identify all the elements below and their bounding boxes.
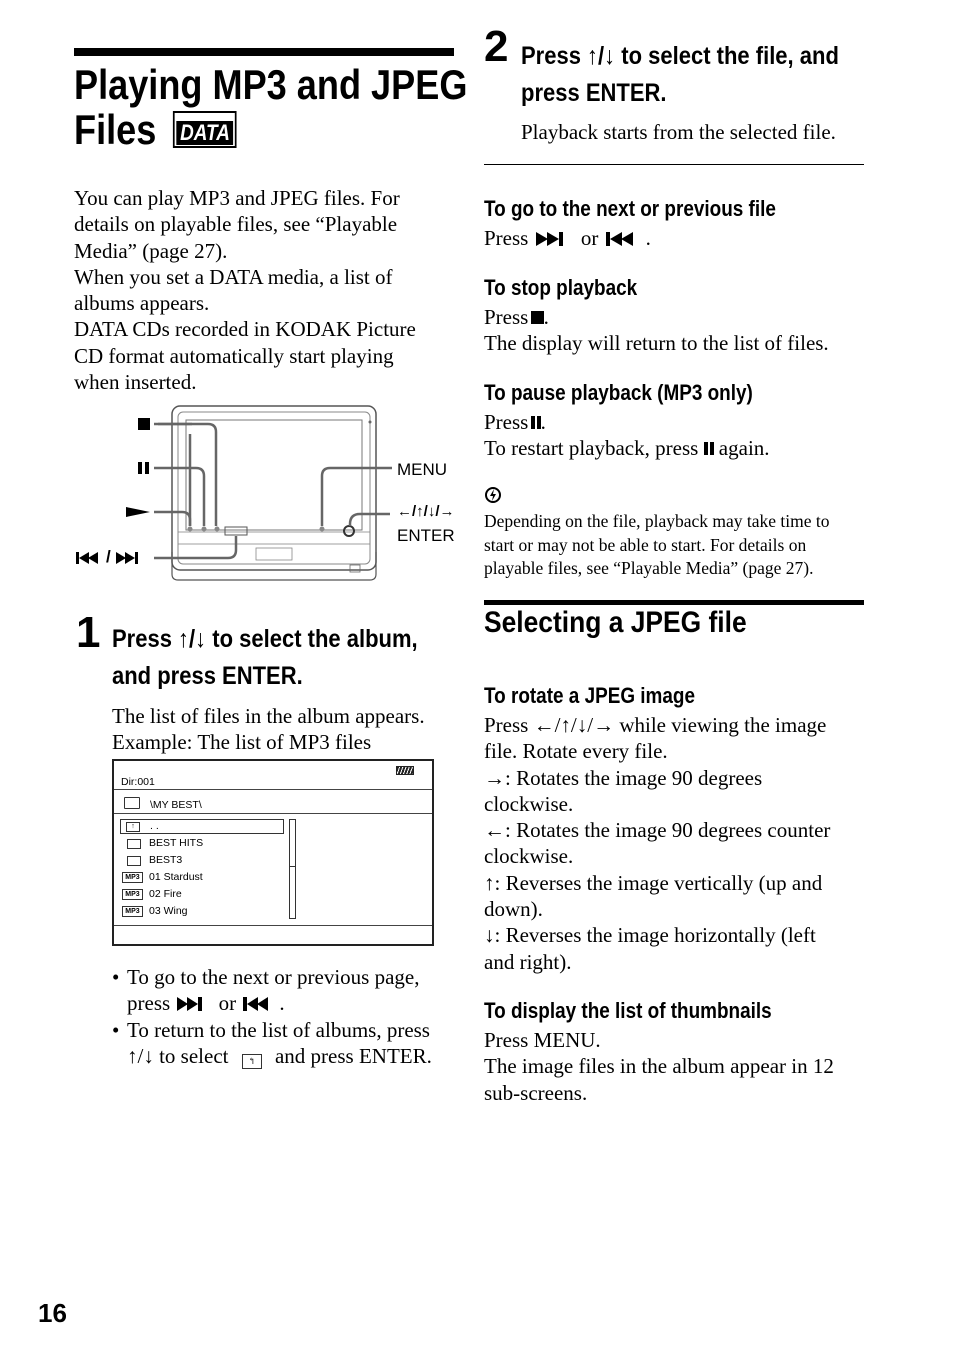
list-item[interactable]: ↑ . .: [122, 819, 282, 834]
prev-icon: [76, 552, 98, 564]
folder-up-icon: ↑: [126, 822, 140, 832]
data-badge: DATA: [173, 111, 237, 148]
step2-number: 2: [484, 22, 509, 71]
next-prev-body: Press or .: [484, 226, 651, 250]
thumbnails-heading: To display the list of thumbnails: [484, 998, 772, 1023]
pause-icon: [138, 462, 142, 474]
next-icon: [116, 552, 138, 564]
rotate-body: Press ←/↑/↓/→ while viewing the image file. Rotate every file. →: Rotates the image 90 degrees clockwise. ←: Rotates the image 90 degrees counter clockwise. ↑: Reverses the image vertically (up and down). ↓: Reverses the image horizontally (left and right).: [484, 713, 831, 974]
next-prev-heading: To go to the next or previous file: [484, 196, 776, 221]
device-label-enter: ENTER: [397, 526, 455, 545]
dir-label: Dir:001: [121, 776, 155, 788]
menu-button-dot: [320, 527, 325, 532]
title-rule: [74, 48, 454, 56]
section-rule: [484, 600, 864, 605]
tip-icon: [485, 487, 501, 503]
step1-heading: Press ↑/↓ to select the album, and press ENTER.: [112, 625, 418, 690]
pause-body: Press . To restart playback, press again.: [484, 410, 770, 461]
bullet-return-albums: • To return to the list of albums, press ↑/↓ to select ↰ and press ENTER.: [112, 1017, 432, 1068]
page-title: [74, 62, 467, 153]
page-number: 16: [38, 1298, 67, 1328]
stop-body: Press . The display will return to the list of files.: [484, 305, 829, 356]
mp3-icon: MP3: [122, 872, 143, 883]
page-title-line2: Files DATA: [74, 107, 467, 153]
thumbnails-body: Press MENU. The image files in the album appear in 12 sub-screens.: [484, 1028, 834, 1105]
stop-heading: To stop playback: [484, 275, 638, 300]
path-folder-icon: [124, 797, 140, 809]
device-label-arrows: ←/↑/↓/→: [397, 503, 455, 520]
prev-icon: [604, 232, 646, 246]
pause-button-dot: [202, 527, 207, 532]
folder-icon: [127, 839, 141, 849]
bullet-list: [112, 964, 462, 1069]
page-title-line1: Playing MP3 and JPEG: [74, 61, 468, 108]
device-label-menu: MENU: [397, 460, 448, 479]
prev-icon: [241, 997, 279, 1011]
player-illustration: [70, 402, 470, 584]
scrollbar[interactable]: [289, 819, 296, 919]
step2-desc: Playback starts from the selected file.: [521, 120, 836, 144]
list-item[interactable]: MP3 01 Stardust: [122, 870, 282, 885]
stop-button-dot: [188, 527, 193, 532]
pause-heading: To pause playback (MP3 only): [484, 380, 753, 405]
intro-text: You can play MP3 and JPEG files. For details on playable files, see “Playable Media” (page 27). When you set a DATA media, a list of albums appears. DATA CDs recorded in KODAK Picture CD format automatically start playing when inserted.: [74, 186, 416, 395]
folder-icon: [127, 856, 141, 866]
stop-icon: [138, 418, 150, 430]
stop-icon: [531, 311, 544, 324]
bullet-next-page: • To go to the next or previous page, press or .: [112, 965, 420, 1016]
step1-desc: The list of files in the album appears. Example: The list of MP3 files: [112, 704, 425, 755]
step2-heading: Press ↑/↓ to select the file, and press ENTER.: [521, 42, 839, 107]
list-item[interactable]: BEST3: [122, 853, 282, 868]
section-heading: Selecting a JPEG file: [484, 606, 747, 639]
step1-number: 1: [76, 608, 101, 657]
step-divider: [484, 164, 864, 165]
list-item[interactable]: BEST HITS: [122, 836, 282, 851]
tip-text: Depending on the file, playback may take time to start or may not be able to start. For details on playable files, see “Playable Media” (page 27).: [484, 511, 830, 578]
pause-icon: [704, 442, 714, 455]
list-item[interactable]: MP3 03 Wing: [122, 904, 282, 919]
mp3-icon: MP3: [122, 906, 143, 917]
pause-icon: [531, 416, 541, 429]
list-item[interactable]: MP3 02 Fire: [122, 887, 282, 902]
next-icon: [534, 232, 576, 246]
play-button-dot: [215, 527, 220, 532]
mp3-icon: MP3: [122, 889, 143, 900]
next-icon: [175, 997, 213, 1011]
scrollbar-thumb[interactable]: [290, 820, 295, 867]
play-icon: [126, 507, 150, 517]
folder-up-icon: ↰: [242, 1054, 262, 1069]
device-label-prevnext-slash: /: [106, 547, 111, 566]
rotate-heading: To rotate a JPEG image: [484, 683, 695, 708]
path-label: \MY BEST\: [150, 799, 202, 811]
battery-icon: [396, 766, 414, 775]
file-list-screen: [112, 759, 434, 946]
